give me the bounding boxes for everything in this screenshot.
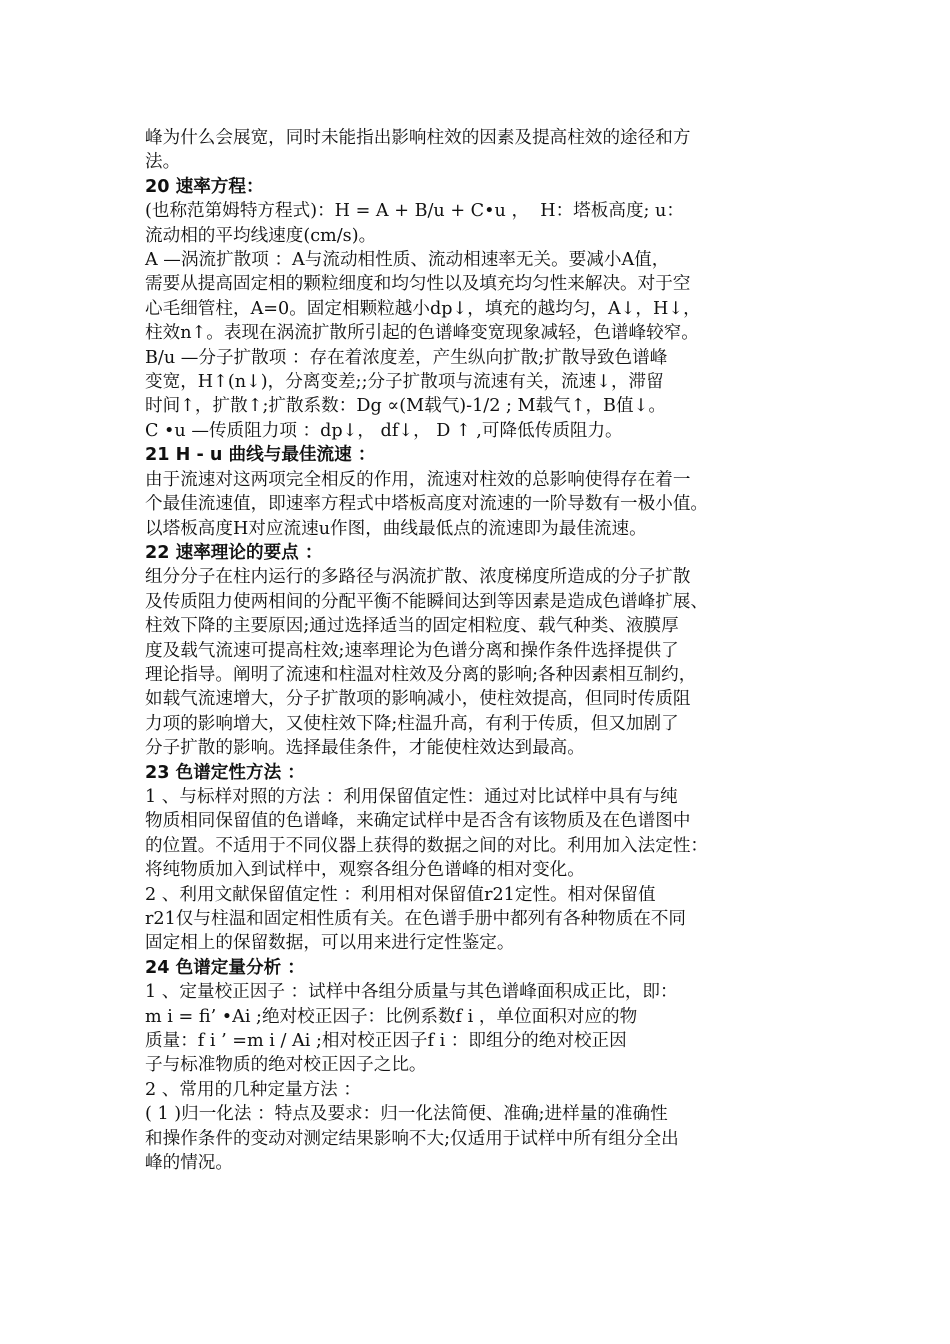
text-line: r21仅与柱温和固定相性质有关。在色谱手册中都列有各种物质在不同	[145, 909, 687, 929]
section-heading: 20 速率方程：	[145, 176, 264, 197]
text-line: 2 、利用文献保留值定性 ：利用相对保留值r21定性。相对保留值	[145, 884, 656, 905]
text-line: 固定相上的保留数据，可以用来进行定性鉴定。	[145, 933, 515, 954]
text-line: 分子扩散的影响。选择最佳条件，才能使柱效达到最高。	[145, 738, 585, 759]
text-line: 2 、常用的几种定量方法 ：	[145, 1079, 361, 1100]
text-line: 时间↑，扩散↑;扩散系数：Dg ∝(M载气)-1/2 ; M载气↑，B值↓。	[145, 396, 666, 417]
text-line: 和操作条件的变动对测定结果影响不大;仅适用于试样中所有组分全出	[145, 1128, 679, 1149]
document-page	[145, 126, 825, 1175]
text-line: 1 、与标样对照的方法 ：利用保留值定性：通过对比试样中具有与纯	[145, 786, 678, 807]
text-line: 以塔板高度H对应流速u作图，曲线最低点的流速即为最佳流速。	[145, 518, 647, 539]
section-heading: 23 色谱定性方法 ：	[145, 762, 305, 783]
text-line: ( 1 )归一化法 ：特点及要求：归一化法简便、准确;进样量的准确性	[145, 1104, 668, 1125]
section-heading: 24 色谱定量分析 ：	[145, 957, 305, 978]
text-line: 度及载气流速可提高柱效;速率理论为色谱分离和操作条件选择提供了	[145, 640, 679, 661]
text-line: 的位置。不适用于不同仪器上获得的数据之间的对比。利用加入法定性：	[145, 835, 709, 856]
text-line: 心毛细管柱，A=0。固定相颗粒越小dp↓，填充的越均匀，A↓，H↓，	[145, 298, 701, 319]
text-line: 物质相同保留值的色谱峰，来确定试样中是否含有该物质及在色谱图中	[145, 811, 691, 832]
text-line: 需要从提高固定相的颗粒细度和均匀性以及填充均匀性来解决。对于空	[145, 274, 691, 295]
text-line: 个最佳流速值，即速率方程式中塔板高度对流速的一阶导数有一极小值。	[145, 494, 709, 515]
text-line: m i = fi’ •Ai ;绝对校正因子：比例系数f i ，单位面积对应的物	[145, 1006, 638, 1027]
text-line: 法。	[145, 152, 181, 173]
text-line: 质量：f i ’ =m i / Ai ;相对校正因子f i ：即组分的绝对校正因	[145, 1031, 627, 1052]
text-line: (也称范第姆特方程式)：H = A + B/u + C•u ， H：塔板高度; u：	[145, 201, 684, 222]
text-line: 如载气流速增大，分子扩散项的影响减小，使柱效提高，但同时传质阻	[145, 689, 691, 710]
section-heading: 21 H - u 曲线与最佳流速 ：	[145, 445, 376, 466]
text-line: 及传质阻力使两相间的分配平衡不能瞬间达到等因素是造成色谱峰扩展、	[145, 591, 709, 612]
text-line: 理论指导。阐明了流速和柱温对柱效及分离的影响;各种因素相互制约，	[145, 664, 697, 685]
text-line: 组分分子在柱内运行的多路径与涡流扩散、浓度梯度所造成的分子扩散	[145, 567, 691, 588]
text-line: 变宽，H↑(n↓)，分离变差;;分子扩散项与流速有关，流速↓，滞留	[145, 372, 664, 393]
text-line: 力项的影响增大，又使柱效下降;柱温升高，有利于传质，但又加剧了	[145, 713, 679, 734]
text-line: 柱效n↑。表现在涡流扩散所引起的色谱峰变宽现象减轻，色谱峰较窄。	[145, 323, 699, 344]
text-line: 将纯物质加入到试样中，观察各组分色谱峰的相对变化。	[145, 860, 585, 881]
text-line: 1 、定量校正因子 ：试样中各组分质量与其色谱峰面积成正比，即：	[145, 982, 678, 1003]
text-line: 峰的情况。	[145, 1153, 233, 1174]
text-line: B/u —分子扩散项 ：存在着浓度差，产生纵向扩散;扩散导致色谱峰	[145, 347, 668, 368]
text-line: 由于流速对这两项完全相反的作用，流速对柱效的总影响使得存在着一	[145, 469, 691, 490]
text-line: 柱效下降的主要原因;通过选择适当的固定相粒度、载气种类、液膜厚	[145, 616, 679, 637]
text-line: 子与标准物质的绝对校正因子之比。	[145, 1055, 427, 1076]
text-line: A —涡流扩散项 ：A与流动相性质、流动相速率无关。要减小A值，	[145, 250, 670, 271]
text-line: 流动相的平均线速度(cm/s)。	[145, 225, 377, 246]
text-line: 峰为什么会展宽，同时未能指出影响柱效的因素及提高柱效的途径和方	[145, 128, 691, 148]
section-heading: 22 速率理论的要点 ：	[145, 542, 323, 563]
text-line: C •u —传质阻力项 ：dp↓， df↓， D ↑ ,可降低传质阻力。	[145, 420, 623, 441]
